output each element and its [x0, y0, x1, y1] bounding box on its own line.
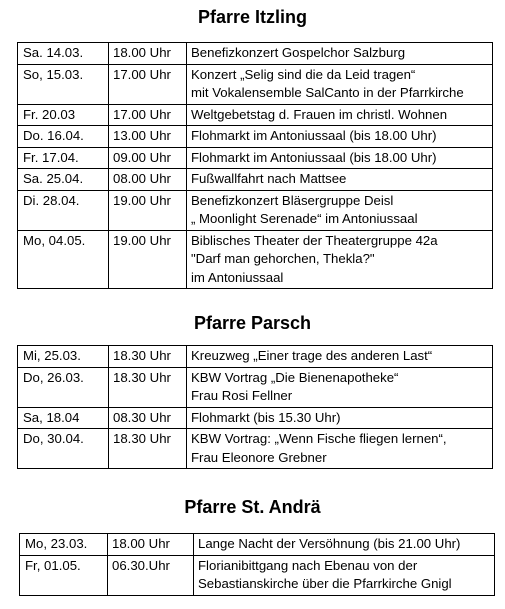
event-description: Biblisches Theater der Theatergruppe 42a "Darf man gehorchen, Thekla?" im Antoniussaal	[187, 230, 493, 289]
event-description: Fußwallfahrt nach Mattsee	[187, 169, 493, 191]
section-title-st-andrae: Pfarre St. Andrä	[184, 497, 321, 517]
event-description: KBW Vortrag „Die Bienenapotheke“ Frau Rosi Fellner	[187, 367, 493, 407]
event-date: Sa. 25.04.	[18, 169, 109, 191]
event-row	[18, 104, 493, 126]
event-date: Fr, 01.05.	[20, 555, 108, 595]
event-date: Di. 28.04.	[18, 190, 109, 230]
event-row	[18, 346, 493, 368]
event-description: Konzert „Selig sind die da Leid tragen“ mit Vokalensemble SalCanto in der Pfarrkirche	[187, 64, 493, 104]
event-row	[18, 230, 493, 289]
event-description: Flohmarkt (bis 15.30 Uhr)	[187, 407, 493, 429]
section-title-parsch: Pfarre Parsch	[193, 313, 312, 333]
event-date: Do, 26.03.	[18, 367, 109, 407]
event-date: So, 15.03.	[18, 64, 109, 104]
event-description: Flohmarkt im Antoniussaal (bis 18.00 Uhr)	[187, 147, 493, 169]
event-row	[20, 555, 495, 595]
event-date: Fr. 17.04.	[18, 147, 109, 169]
event-time: 09.00 Uhr	[109, 147, 187, 169]
event-row	[18, 43, 493, 65]
event-description: Flohmarkt im Antoniussaal (bis 18.00 Uhr)	[187, 126, 493, 148]
event-row	[18, 147, 493, 169]
event-date: Do, 30.04.	[18, 429, 109, 469]
event-time: 13.00 Uhr	[109, 126, 187, 148]
event-time: 18.30 Uhr	[109, 367, 187, 407]
event-row	[18, 407, 493, 429]
event-row	[18, 169, 493, 191]
event-date: Mo, 04.05.	[18, 230, 109, 289]
event-description: KBW Vortrag: „Wenn Fische fliegen lernen“, Frau Eleonore Grebner	[187, 429, 493, 469]
event-time: 18.00 Uhr	[109, 43, 187, 65]
event-date: Mo, 23.03.	[20, 534, 108, 556]
event-time: 08.00 Uhr	[109, 169, 187, 191]
event-date: Sa, 18.04	[18, 407, 109, 429]
schedule-table-st-andrae	[19, 533, 495, 596]
event-time: 19.00 Uhr	[109, 230, 187, 289]
event-description: Benefizkonzert Gospelchor Salzburg	[187, 43, 493, 65]
event-time: 06.30.Uhr	[108, 555, 194, 595]
event-description: Benefizkonzert Bläsergruppe Deisl „ Moonlight Serenade“ im Antoniussaal	[187, 190, 493, 230]
event-time: 18.30 Uhr	[109, 429, 187, 469]
schedule-table-parsch	[17, 345, 493, 469]
event-time: 08.30 Uhr	[109, 407, 187, 429]
event-row	[18, 64, 493, 104]
section-title-itzling: Pfarre Itzling	[197, 7, 308, 27]
event-time: 19.00 Uhr	[109, 190, 187, 230]
event-time: 18.00 Uhr	[108, 534, 194, 556]
event-row	[20, 534, 495, 556]
event-description: Lange Nacht der Versöhnung (bis 21.00 Uhr)	[194, 534, 495, 556]
event-row	[18, 367, 493, 407]
event-date: Mi, 25.03.	[18, 346, 109, 368]
event-row	[18, 429, 493, 469]
event-time: 17.00 Uhr	[109, 104, 187, 126]
event-date: Sa. 14.03.	[18, 43, 109, 65]
event-date: Fr. 20.03	[18, 104, 109, 126]
event-row	[18, 126, 493, 148]
event-description: Weltgebetstag d. Frauen im christl. Wohnen	[187, 104, 493, 126]
event-date: Do. 16.04.	[18, 126, 109, 148]
event-row	[18, 190, 493, 230]
event-time: 17.00 Uhr	[109, 64, 187, 104]
event-description: Kreuzweg „Einer trage des anderen Last“	[187, 346, 493, 368]
event-time: 18.30 Uhr	[109, 346, 187, 368]
event-description: Florianibittgang nach Ebenau von der Sebastianskirche über die Pfarrkirche Gnigl	[194, 555, 495, 595]
schedule-table-itzling	[17, 42, 493, 289]
